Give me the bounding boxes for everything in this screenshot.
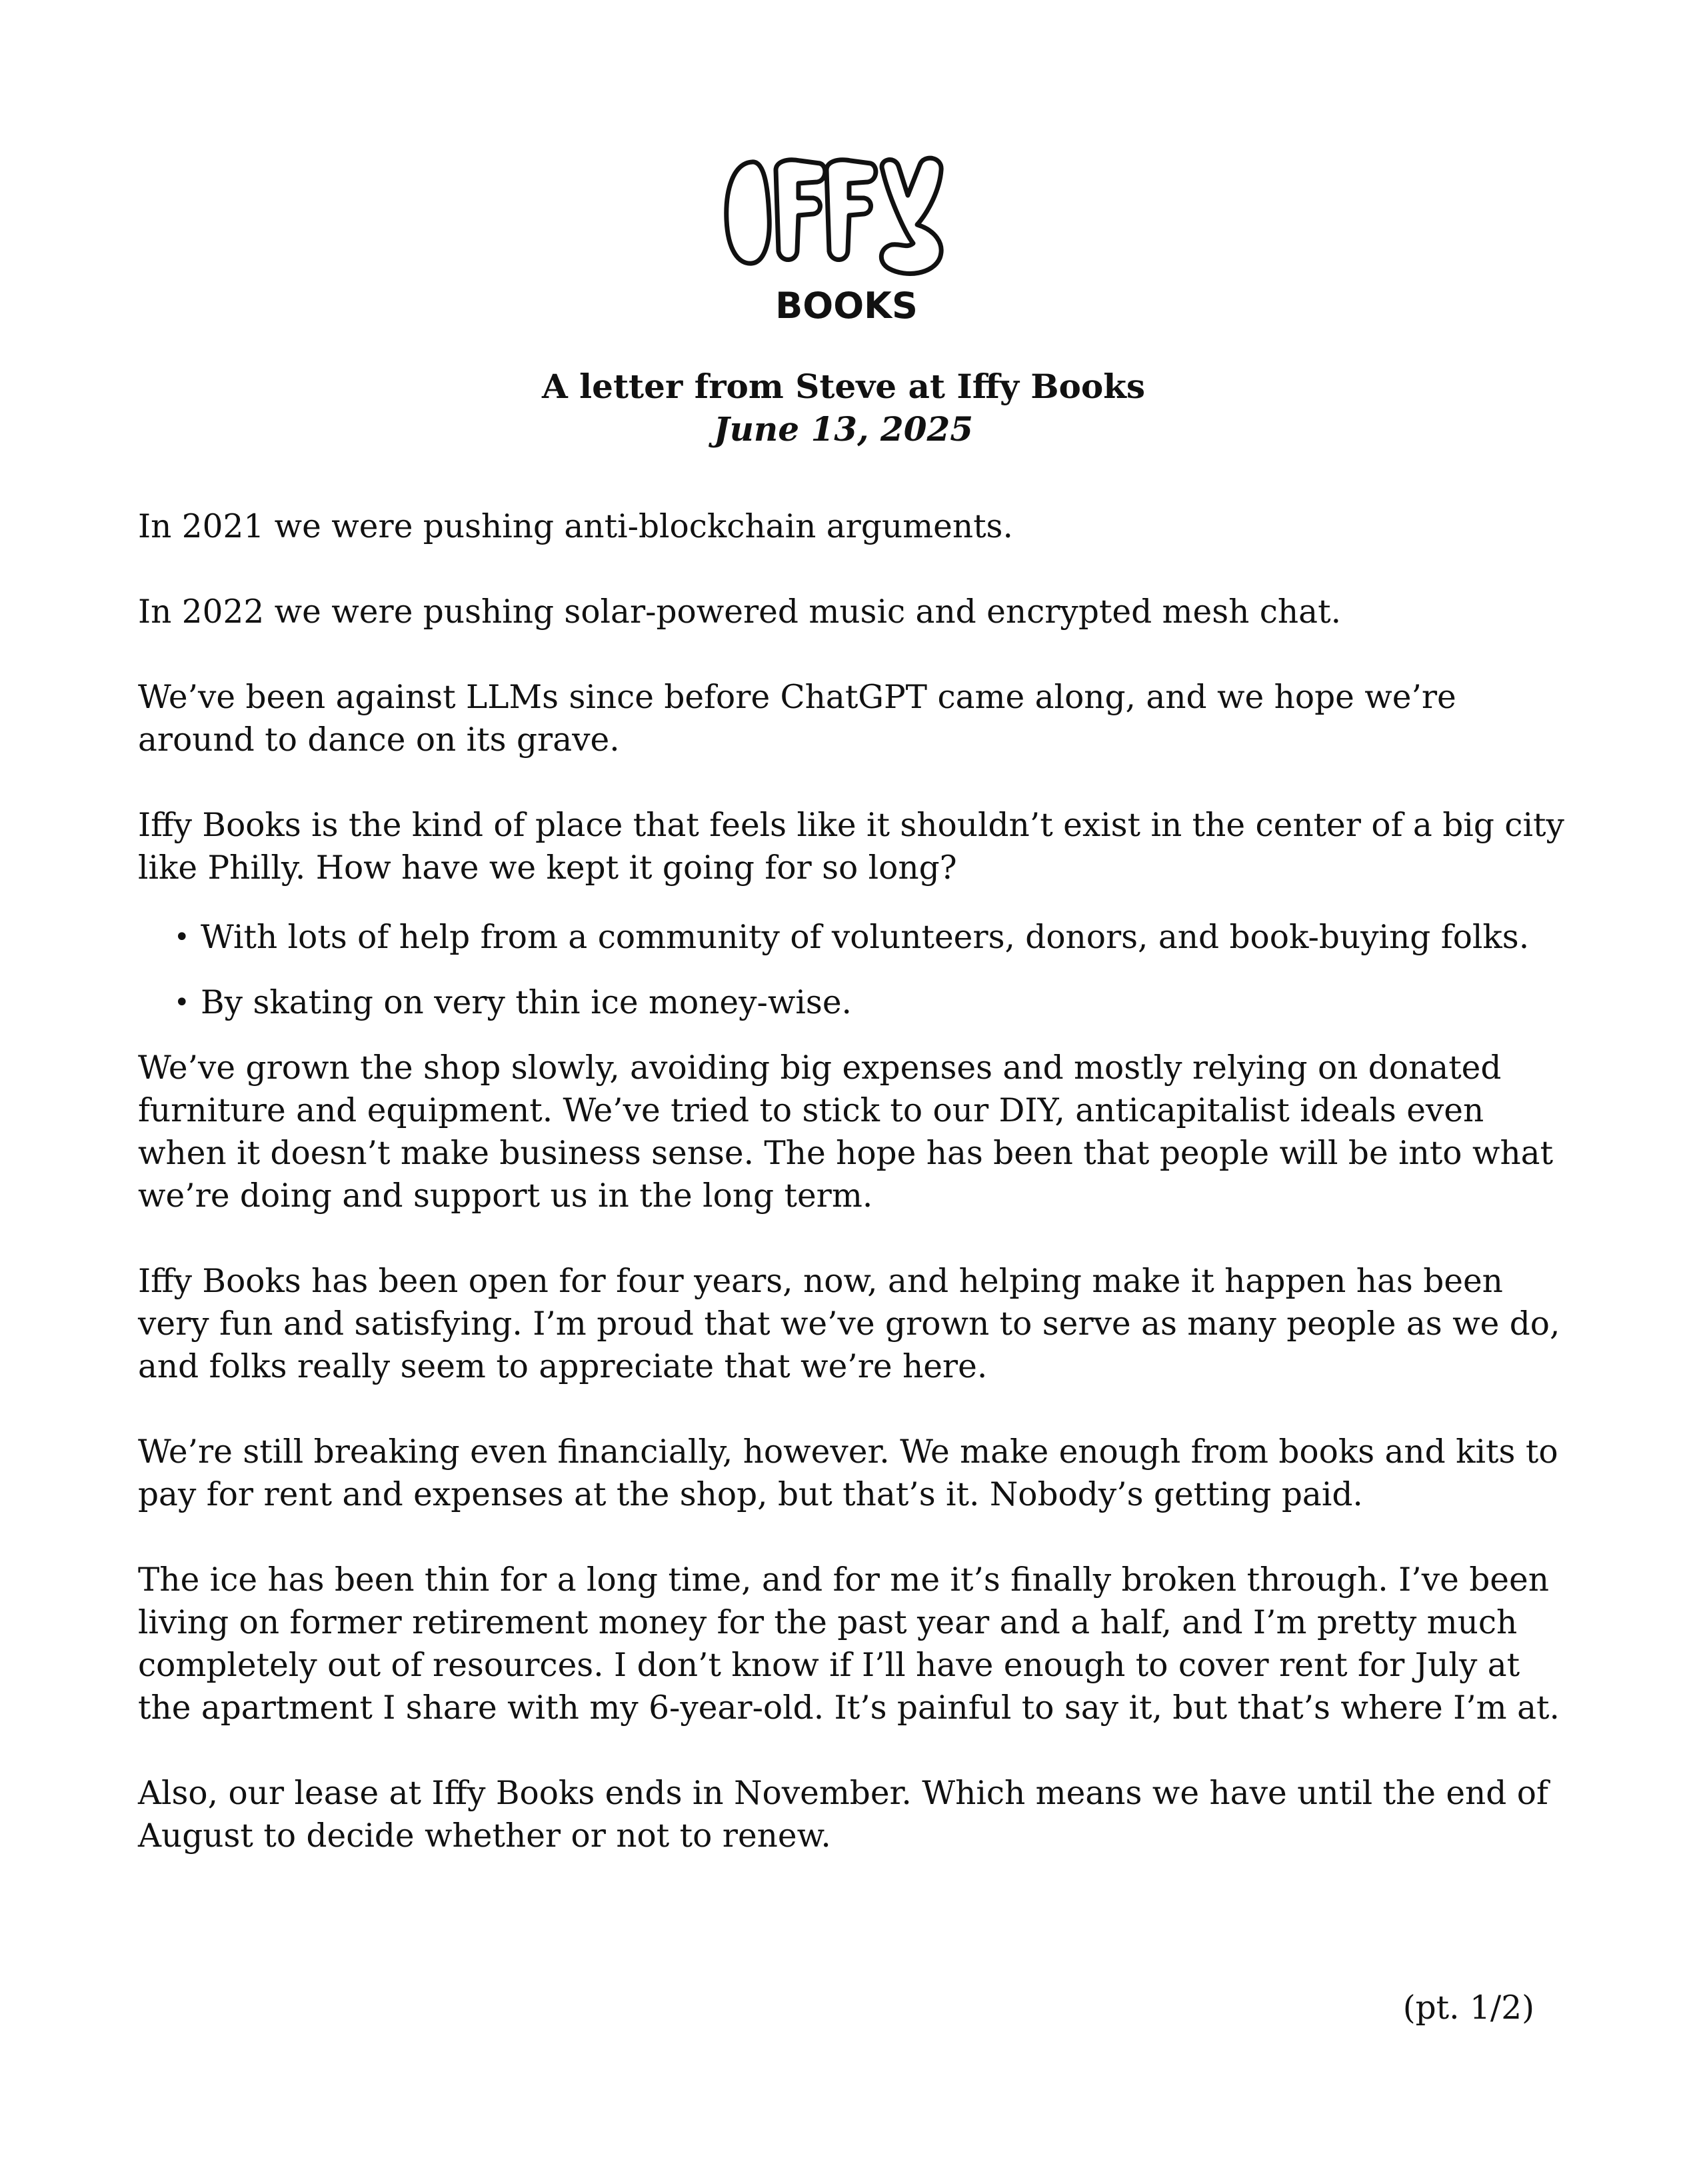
iffy-books-logo xyxy=(720,143,973,330)
page-marker: (pt. 1/2) xyxy=(1402,1989,1534,2027)
list-item xyxy=(170,916,1564,959)
bullet-icon: • xyxy=(174,922,190,953)
paragraph: In 2022 we were pushing solar-powered music and encrypted mesh chat. xyxy=(138,593,1341,631)
logo-books-text: BOOKS xyxy=(775,285,918,327)
list-item xyxy=(170,981,1564,1024)
paragraph: The ice has been thin for a long time, and for me it’s finally broken through. I’ve been living on former retirement money for the past year and a half, and I’m pretty much completely out of resources. I don’t know if I’ll have enough to cover rent for July at the apartment I share with my 6-year-old. It’s painful to say it, but that’s where I’m at. xyxy=(138,1561,1560,1727)
letter-header xyxy=(0,365,1687,451)
paragraph: Iffy Books is the kind of place that feels like it shouldn’t exist in the center of a big city like Philly. How have we kept it going for so long? xyxy=(138,807,1564,887)
bullet-icon: • xyxy=(174,987,190,1018)
letter-date: June 13, 2025 xyxy=(713,409,974,449)
bullet-list xyxy=(138,916,1564,1024)
letter-body xyxy=(138,505,1564,1900)
list-item-text: By skating on very thin ice money-wise. xyxy=(201,984,852,1021)
paragraph: We’ve been against LLMs since before ChatGPT came along, and we hope we’re around to dance on its grave. xyxy=(138,679,1456,759)
paragraph: We’ve grown the shop slowly, avoiding big expenses and mostly relying on donated furniture and equipment. We’ve tried to stick to our DIY, anticapitalist ideals even when it doesn’t make business sense. The hope has been that people will be into what we’re doing and support us in the long term. xyxy=(138,1049,1554,1215)
paragraph: We’re still breaking even financially, however. We make enough from books and kits to pay for rent and expenses at the shop, but that’s it. Nobody’s getting paid. xyxy=(138,1433,1558,1513)
logo-icon xyxy=(720,143,973,330)
paragraph: Also, our lease at Iffy Books ends in November. Which means we have until the end of August to decide whether or not to renew. xyxy=(138,1775,1548,1855)
paragraph: Iffy Books has been open for four years, now, and helping make it happen has been very fun and satisfying. I’m proud that we’ve grown to serve as many people as we do, and folks really seem to appreciate that we’re here. xyxy=(138,1263,1560,1385)
list-item-text: With lots of help from a community of volunteers, donors, and book-buying folks. xyxy=(201,919,1530,956)
paragraph: In 2021 we were pushing anti-blockchain arguments. xyxy=(138,508,1013,545)
letter-title: A letter from Steve at Iffy Books xyxy=(541,367,1146,406)
